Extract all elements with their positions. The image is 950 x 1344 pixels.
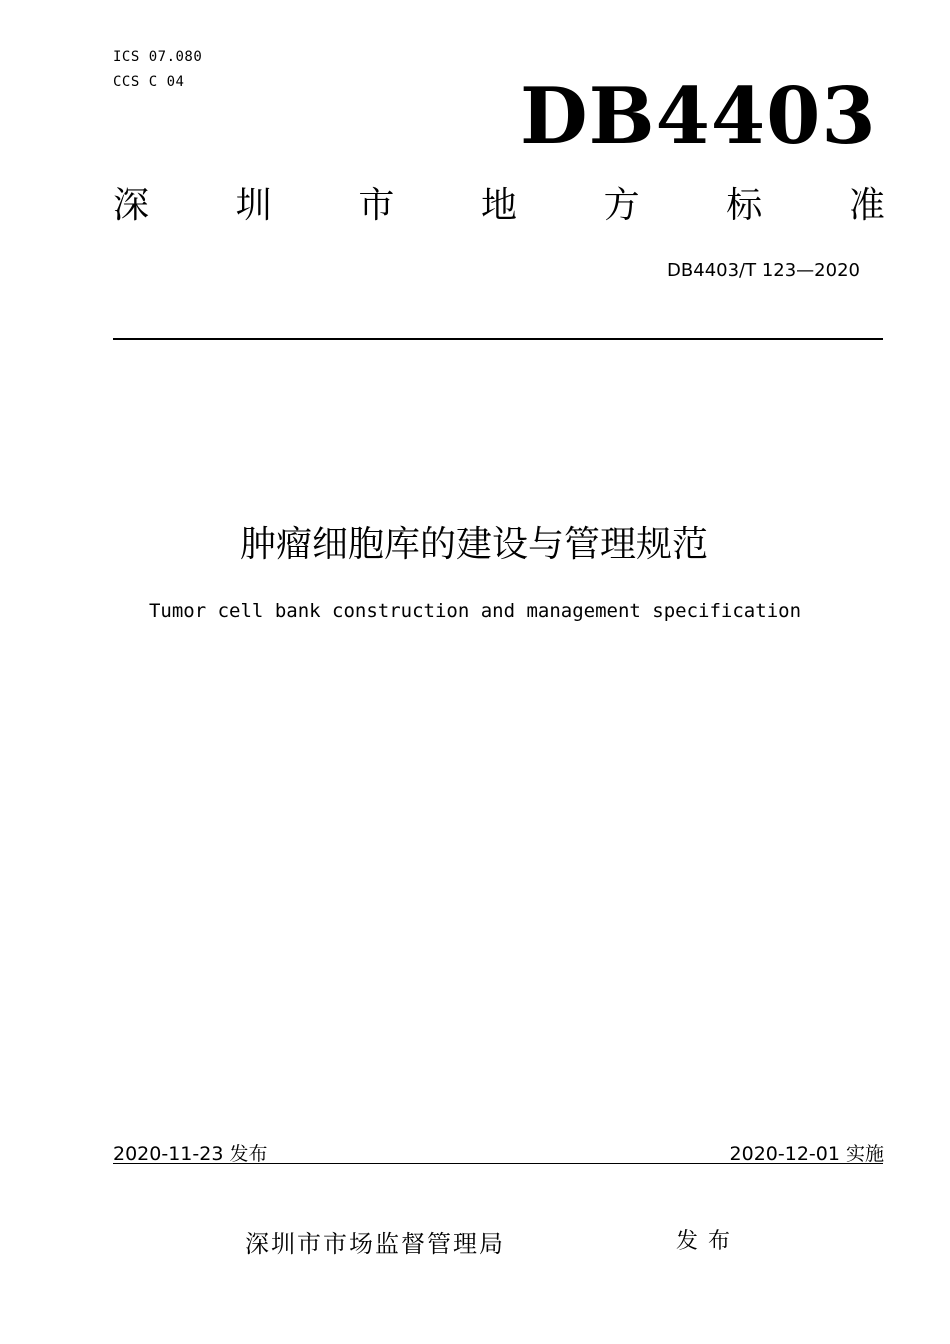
ccs-code: CCS C 04 [113,74,185,90]
issue-date: 2020-11-23 发布 [113,1143,268,1165]
title-chinese [0,516,950,567]
standard-kind-char: 地 [480,185,517,226]
standard-kind [113,185,885,226]
standard-kind-char: 准 [848,185,885,226]
title-chinese-text: 肿瘤细胞库的建设与管理规范 [239,524,708,565]
standard-kind-char: 标 [726,185,763,226]
top-divider [113,338,883,340]
standard-kind-char: 圳 [235,185,272,226]
standard-kind-char: 深 [113,185,150,226]
standard-kind-char: 市 [358,185,395,226]
standard-code-large: DB4403 [520,71,877,162]
issue-label: 发布 [676,1229,741,1254]
standard-number: DB4403/T 123—2020 [667,260,860,281]
bottom-divider [113,1163,883,1164]
issuing-authority: 深圳市市场监督管理局 [245,1230,505,1258]
implementation-date: 2020-12-01 实施 [729,1143,884,1165]
ics-code: ICS 07.080 [113,49,203,65]
standard-kind-char: 方 [603,185,640,226]
title-english: Tumor cell bank construction and management specification [148,600,802,622]
